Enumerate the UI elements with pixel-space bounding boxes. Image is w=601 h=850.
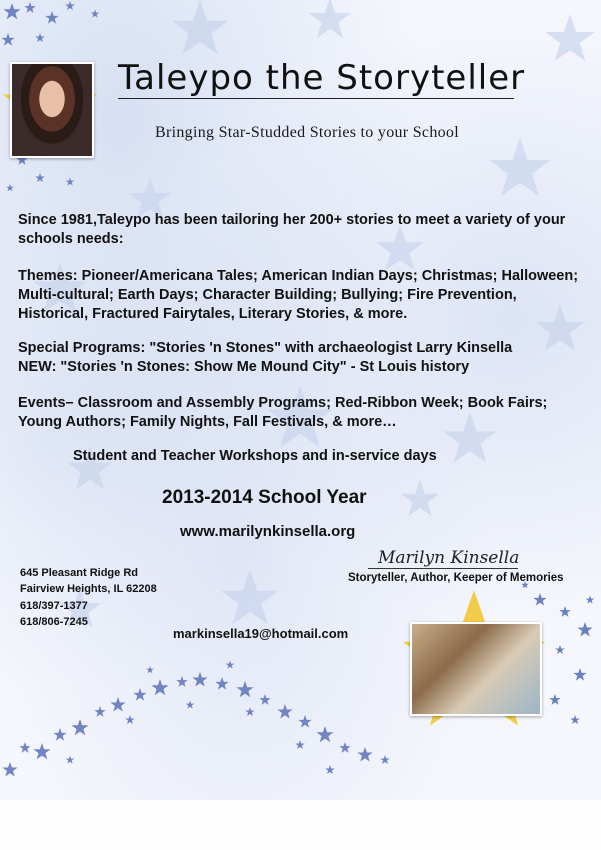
page-title: Taleypo the Storyteller [118,58,526,98]
events-paragraph: Events– Classroom and Assembly Programs; Red-Ribbon Week; Book Fairs; Young Authors; Family Nights, Fall Festivals, & more… [18,395,548,430]
signature-name: Marilyn Kinsella [378,548,520,568]
new-program-line: NEW: "Stories 'n Stones: Show Me Mound City" - St Louis history [18,359,470,375]
themes-paragraph: Themes: Pioneer/Americana Tales; American Indian Days; Christmas; Halloween; Multi-cultural; Earth Days; Character Building; Bullying; Fire Prevention, Historical, Fractured Fairytales, Literary Stories, & more. [18,268,579,322]
special-programs-line: Special Programs: "Stories 'n Stones" with archaeologist Larry Kinsella [18,340,513,356]
storyteller-portrait [10,62,94,158]
school-year-heading: 2013-2014 School Year [162,487,367,508]
phone-2: 618/806-7245 [20,616,88,628]
tagline: Bringing Star-Studded Stories to your School [155,124,459,141]
signature-underline [368,568,518,569]
scan-margin [0,800,601,850]
phone-1: 618/397-1377 [20,600,88,612]
workshops-line: Student and Teacher Workshops and in-service days [73,448,437,464]
storytelling-action-photo [410,622,542,716]
signature-roles: Storyteller, Author, Keeper of Memories [348,572,564,584]
star-swirl [2,661,389,777]
intro-paragraph: Since 1981,Taleypo has been tailoring her 200+ stories to meet a variety of your schools needs: [18,212,566,247]
phone-numbers [20,598,88,630]
address-city: Fairview Heights, IL 62208 [20,583,157,595]
mailing-address [20,565,157,597]
title-underline [118,98,514,99]
email-link[interactable]: markinsella19@hotmail.com [173,626,349,641]
address-street: 645 Pleasant Ridge Rd [20,567,138,579]
website-link[interactable]: www.marilynkinsella.org [180,523,356,540]
